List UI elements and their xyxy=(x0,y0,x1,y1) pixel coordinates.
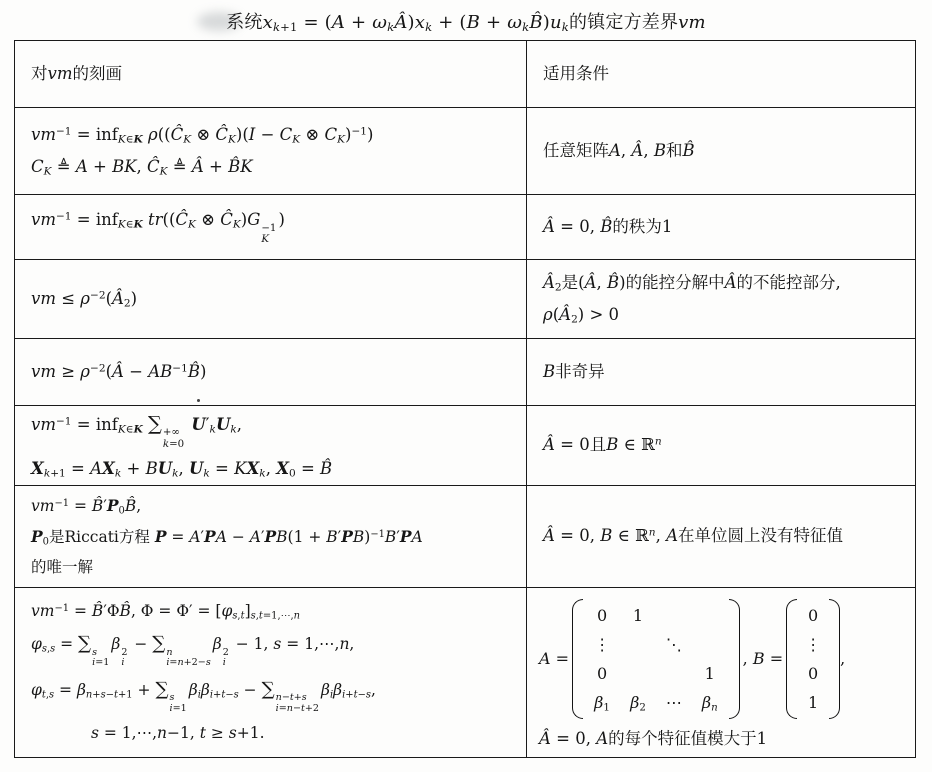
matrix-b-cell: 0 xyxy=(808,663,819,683)
matrix-a-cell: $\beta_n$ xyxy=(701,692,718,714)
formula-line: $P_0$是Riccati方程 $P = A'PA - A'PB(1 + B'PB)^{-1}B'PA$ xyxy=(31,526,423,548)
matrix-a-cell: 1 xyxy=(632,605,644,625)
matrix-b-cell: ⋮ xyxy=(805,634,822,654)
matrix-definition xyxy=(539,599,909,719)
matrix-suffix: , xyxy=(840,649,846,668)
condition-line: 任意矩阵A, Â, B和B̂ xyxy=(543,140,695,160)
row6-condition xyxy=(527,485,915,587)
header-cell-characterization xyxy=(15,41,527,107)
matrix-a xyxy=(584,599,728,719)
row4-condition xyxy=(527,338,915,405)
right-paren-icon xyxy=(729,599,740,719)
table-caption: 系统$x_{k+1} = (A$ + $\omega_kÂ)x_k + (B$ + $\omega_kB̂)u_k$的镇定方差界vm xyxy=(226,12,706,34)
formula-line: s = 1,⋯,n−1, t ≥ s+1. xyxy=(91,723,265,742)
condition-line: Â = 0且B ∈ ℝ$^n$ xyxy=(543,435,662,455)
left-paren-icon xyxy=(786,599,797,719)
formula-line: $vm^{-1} = inf_{K\in K}$ $tr((Ĉ_K$ ⊗ $Ĉ_K)G$ −1 K ) xyxy=(31,210,285,246)
matrix-a-cell: $\beta_1$ xyxy=(594,692,610,714)
row1-condition xyxy=(527,107,915,194)
matrix-a-cell: ⋯ xyxy=(665,692,682,712)
matrix-a-label: A = xyxy=(539,649,570,668)
matrix-a-cell: 1 xyxy=(704,663,715,683)
row6-characterization xyxy=(15,485,527,587)
matrix-a-cell: 0 xyxy=(596,605,608,625)
row3-condition xyxy=(527,259,915,338)
matrix-b-cell: 0 xyxy=(808,605,819,625)
formula-line: $vm^{-1} = inf_{K\in K}$ $\rho((Ĉ_K$ ⊗ $Ĉ_K)(I - C_K$ ⊗ $C_K)^{-1}$) xyxy=(31,124,374,146)
matrix-a-cell: ⋮ xyxy=(594,634,611,654)
matrix-a-cell: $\beta_2$ xyxy=(630,692,646,714)
left-paren-icon xyxy=(572,599,583,719)
formula-line: vm ≤ $\rho^{-2}(Â_2)$ xyxy=(31,288,138,310)
formula-line: $vm^{-1}$ = B̂′ΦB̂, $\Phi = \Phi' = [\varphi_{s,t}]_{s,t=1,\cdots,n}$ xyxy=(31,601,301,622)
header-label-left: 对vm的刻画 xyxy=(31,63,122,83)
row7-condition xyxy=(527,587,915,757)
vm-bounds-table xyxy=(14,40,916,758)
condition-line: B非奇异 xyxy=(543,361,605,381)
row3-characterization xyxy=(15,259,527,338)
formula-line: $\varphi_{t,s} = \beta_{n+s-t+1}$ + ∑ s i=1 $\beta_i\beta_{i+t-s}$ − ∑ n−t+s i=n−t+2 $\beta_i\beta_{i+t-s}$, xyxy=(31,679,376,715)
row2-condition xyxy=(527,194,915,259)
header-label-right: 适用条件 xyxy=(543,63,609,83)
matrix-a-cell: ⋱ xyxy=(665,634,682,654)
formula-line: $X_{k+1} = AX_k + BU_k$, $U_k = KX_k$, $X_0$ = B̂ xyxy=(31,459,333,481)
formula-line: 的唯一解 xyxy=(31,558,94,577)
row4-characterization xyxy=(15,338,527,405)
row2-characterization xyxy=(15,194,527,259)
row1-characterization xyxy=(15,107,527,194)
row5-characterization xyxy=(15,405,527,485)
condition-line: Â = 0, A的每个特征值模大于1 xyxy=(539,728,768,748)
condition-line: Â = 0, B ∈ ℝ$^n$, A在单位圆上没有特征值 xyxy=(543,526,844,546)
condition-line: $Â_2$是(Â, B̂)的能控分解中Â的不能控部分, xyxy=(543,272,841,294)
condition-line: Â = 0, B̂的秩为1 xyxy=(543,216,673,236)
matrix-a-cell: 0 xyxy=(596,663,608,683)
formula-line: $vm^{-1} = inf_{K\in K}$ ∑ +∞ k=0 $U'_kU_k$, xyxy=(31,411,242,450)
header-cell-conditions xyxy=(527,41,915,107)
formula-line: $\varphi_{s,s}$ = ∑ s i=1 β 2 i − ∑ n i=n+2−s β 2 i − 1, s = 1,⋯,n, xyxy=(31,633,355,669)
condition-line: $\rho(Â_2) > 0$ xyxy=(543,304,620,326)
formula-line: $vm^{-1}$ = $B̂'P_0B̂$, xyxy=(31,495,142,517)
row7-characterization xyxy=(15,587,527,757)
matrix-b-cell: 1 xyxy=(808,692,819,712)
matrix-b-label: , B = xyxy=(742,649,784,668)
formula-line: $C_K$ ≜ A + BK, $Ĉ_K$ ≜ Â + B̂K xyxy=(31,156,253,178)
formula-line: vm ≥ $\rho^{-2}(Â$ − $AB^{-1}B̂$) xyxy=(31,361,207,381)
matrix-b xyxy=(798,599,828,719)
row5-condition xyxy=(527,405,915,485)
right-paren-icon xyxy=(829,599,840,719)
